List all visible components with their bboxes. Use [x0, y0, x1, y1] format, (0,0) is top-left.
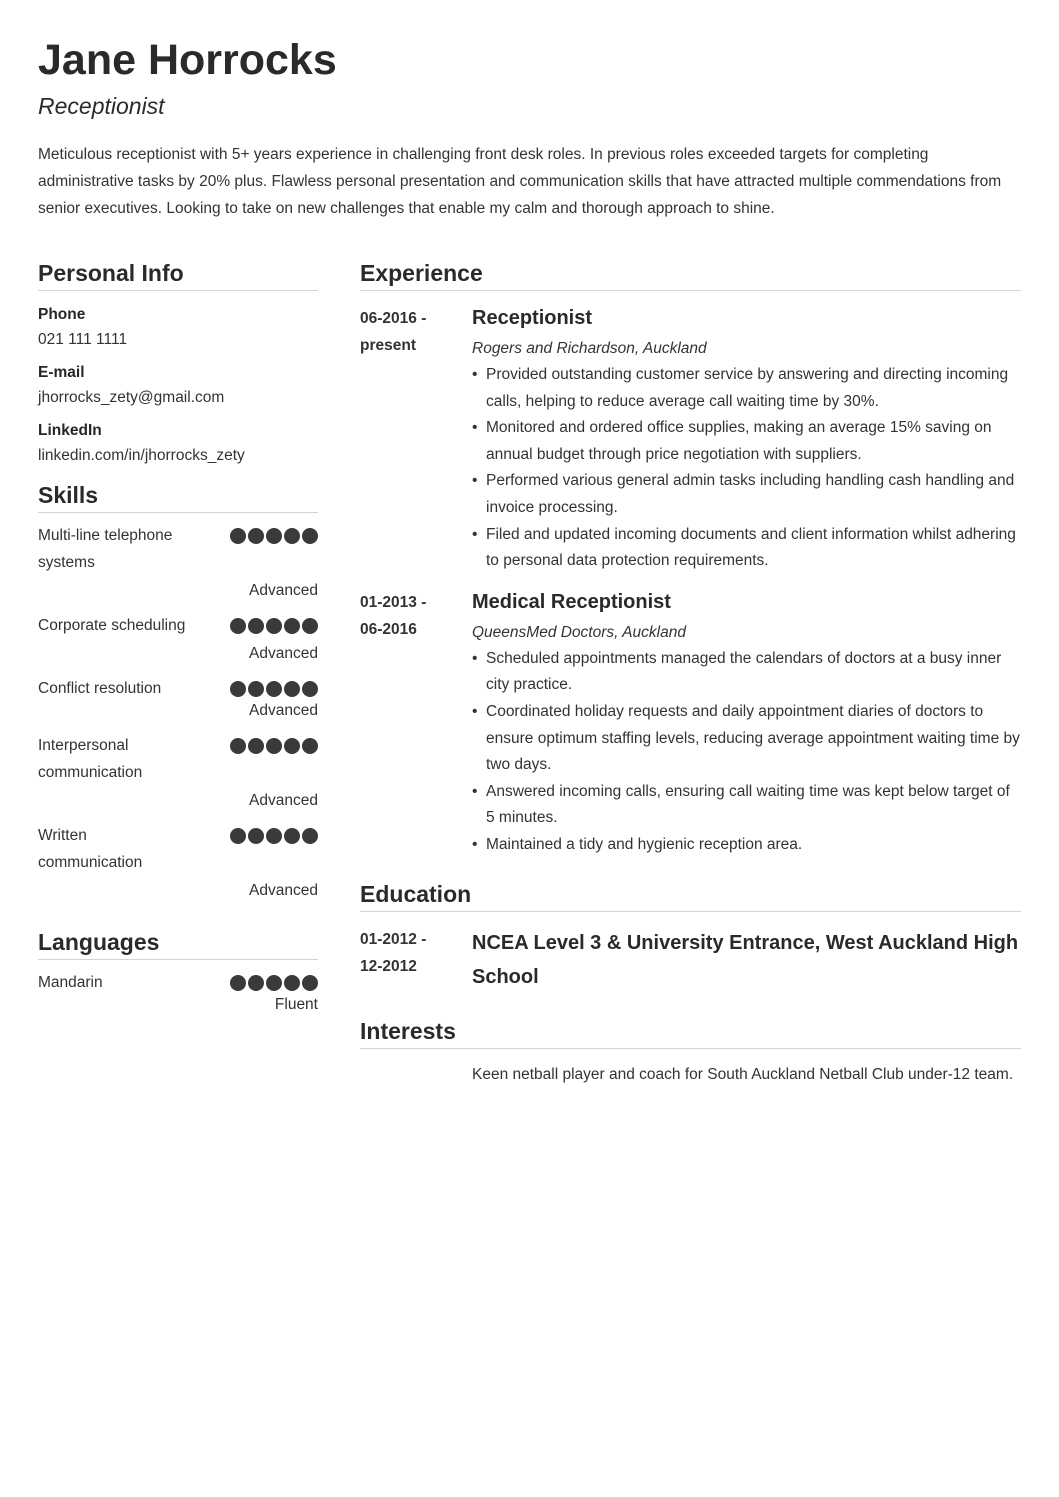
skill-rating	[230, 822, 318, 844]
job-bullet: • Coordinated holiday requests and daily appointment diaries of doctors to ensure optimum staffing levels, reducing average appointment waiting time by two days.	[472, 699, 1021, 779]
language-item	[38, 969, 318, 1017]
education-heading: Education	[360, 879, 1021, 912]
skill-name: Corporate scheduling	[38, 617, 186, 634]
rating-dot	[302, 738, 318, 754]
education-date-end: 12-2012	[360, 957, 417, 975]
job-bullet: • Monitored and ordered office supplies, making an average 15% saving on annual budget through price negotiation with suppliers.	[472, 415, 1021, 468]
job-entry	[360, 305, 1021, 575]
skill-level: Advanced	[249, 645, 318, 662]
phone-label: Phone	[38, 306, 86, 323]
job-bullets	[472, 646, 1021, 859]
rating-dot	[266, 528, 282, 544]
candidate-name: Jane Horrocks	[38, 36, 337, 84]
skill-level: Advanced	[249, 702, 318, 719]
experience-section	[360, 258, 1021, 859]
personal-info-list	[38, 291, 318, 469]
job-date-end: 06-2016	[360, 620, 417, 638]
rating-dot	[284, 618, 300, 634]
skill-rating	[230, 675, 318, 697]
job-company: Rogers and Richardson, Auckland	[472, 340, 707, 357]
skill-name: Conflict resolution	[38, 680, 162, 697]
rating-dot	[248, 828, 264, 844]
rating-dot	[230, 681, 246, 697]
education-dates	[360, 926, 472, 994]
rating-dot	[284, 681, 300, 697]
languages-section	[38, 927, 318, 1017]
rating-dot	[302, 681, 318, 697]
linkedin-value: linkedin.com/in/jhorrocks_zety	[38, 447, 245, 464]
languages-heading: Languages	[38, 927, 318, 960]
skill-item	[38, 675, 318, 723]
education-entry	[360, 926, 1021, 994]
job-title: Medical Receptionist	[472, 590, 671, 613]
job-bullet: • Provided outstanding customer service by answering and directing incoming calls, helping to reduce average call waiting time by 30%.	[472, 362, 1021, 415]
skill-name: Written communication	[38, 827, 143, 871]
skill-item	[38, 822, 318, 903]
left-column	[38, 258, 318, 1017]
skill-name: Multi-line telephone systems	[38, 527, 173, 571]
job-dates	[360, 589, 472, 859]
job-bullet: • Scheduled appointments managed the calendars of doctors at a busy inner city practice.	[472, 646, 1021, 699]
rating-dot	[266, 975, 282, 991]
rating-dot	[284, 738, 300, 754]
personal-info-section	[38, 258, 318, 469]
rating-dot	[284, 528, 300, 544]
job-bullet: • Answered incoming calls, ensuring call waiting time was kept below target of 5 minutes.	[472, 779, 1021, 832]
linkedin-label: LinkedIn	[38, 422, 102, 439]
skill-name: Interpersonal communication	[38, 737, 143, 781]
rating-dot	[302, 618, 318, 634]
skill-level: Advanced	[249, 792, 318, 809]
skill-item	[38, 522, 318, 603]
language-rating	[230, 969, 318, 991]
rating-dot	[230, 618, 246, 634]
rating-dot	[230, 528, 246, 544]
profile-summary: Meticulous receptionist with 5+ years experience in challenging front desk roles. In previous roles exceeded targets for completing administrative tasks by 20% plus. Flawless personal presentation and communication skills that have attracted multiple commendations from senior executives. Looking to take on new challenges that enable my calm and thorough approach to shine.	[38, 146, 1002, 217]
job-bullet: • Performed various general admin tasks including handling cash handling and invoice processing.	[472, 468, 1021, 521]
skill-level: Advanced	[249, 582, 318, 599]
rating-dot	[230, 828, 246, 844]
right-column	[360, 258, 1021, 1088]
job-date-end: present	[360, 337, 416, 354]
education-degree: NCEA Level 3 & University Entrance, West Auckland High School	[472, 931, 1019, 988]
job-bullets	[472, 362, 1021, 575]
skill-level: Advanced	[249, 882, 318, 899]
interests-text: Keen netball player and coach for South Auckland Netball Club under-12 team.	[472, 1065, 1014, 1083]
education-date-start: 01-2012 -	[360, 930, 427, 948]
rating-dot	[266, 828, 282, 844]
interests-heading: Interests	[360, 1016, 1021, 1049]
skill-item	[38, 612, 318, 666]
rating-dot	[248, 618, 264, 634]
email-value: jhorrocks_zety@gmail.com	[38, 389, 225, 406]
job-bullet: • Maintained a tidy and hygienic reception area.	[472, 832, 1021, 859]
skills-section	[38, 480, 318, 903]
rating-dot	[230, 975, 246, 991]
job-date-start: 01-2013 -	[360, 593, 427, 611]
rating-dot	[302, 528, 318, 544]
interests-section	[360, 1016, 1021, 1088]
personal-info-heading: Personal Info	[38, 258, 318, 291]
rating-dot	[302, 975, 318, 991]
job-entry	[360, 589, 1021, 859]
email-label: E-mail	[38, 364, 85, 381]
education-section	[360, 879, 1021, 994]
rating-dot	[248, 681, 264, 697]
rating-dot	[302, 828, 318, 844]
job-dates	[360, 305, 472, 575]
job-company: QueensMed Doctors, Auckland	[472, 623, 686, 641]
skill-rating	[230, 522, 318, 544]
rating-dot	[248, 528, 264, 544]
rating-dot	[248, 975, 264, 991]
language-level: Fluent	[274, 996, 318, 1013]
skills-heading: Skills	[38, 480, 318, 513]
language-name: Mandarin	[38, 974, 103, 991]
job-date-start: 06-2016 -	[360, 310, 427, 327]
rating-dot	[284, 828, 300, 844]
job-bullet: • Filed and updated incoming documents and client information whilst adhering to personal data protection requirements.	[472, 522, 1021, 575]
rating-dot	[230, 738, 246, 754]
rating-dot	[266, 681, 282, 697]
rating-dot	[266, 618, 282, 634]
rating-dot	[266, 738, 282, 754]
skill-rating	[230, 612, 318, 634]
phone-value: 021 111 1111	[38, 331, 128, 348]
skill-rating	[230, 732, 318, 754]
experience-heading: Experience	[360, 258, 1021, 291]
skill-item	[38, 732, 318, 813]
job-title: Receptionist	[472, 307, 593, 329]
rating-dot	[284, 975, 300, 991]
candidate-role: Receptionist	[38, 93, 165, 119]
rating-dot	[248, 738, 264, 754]
